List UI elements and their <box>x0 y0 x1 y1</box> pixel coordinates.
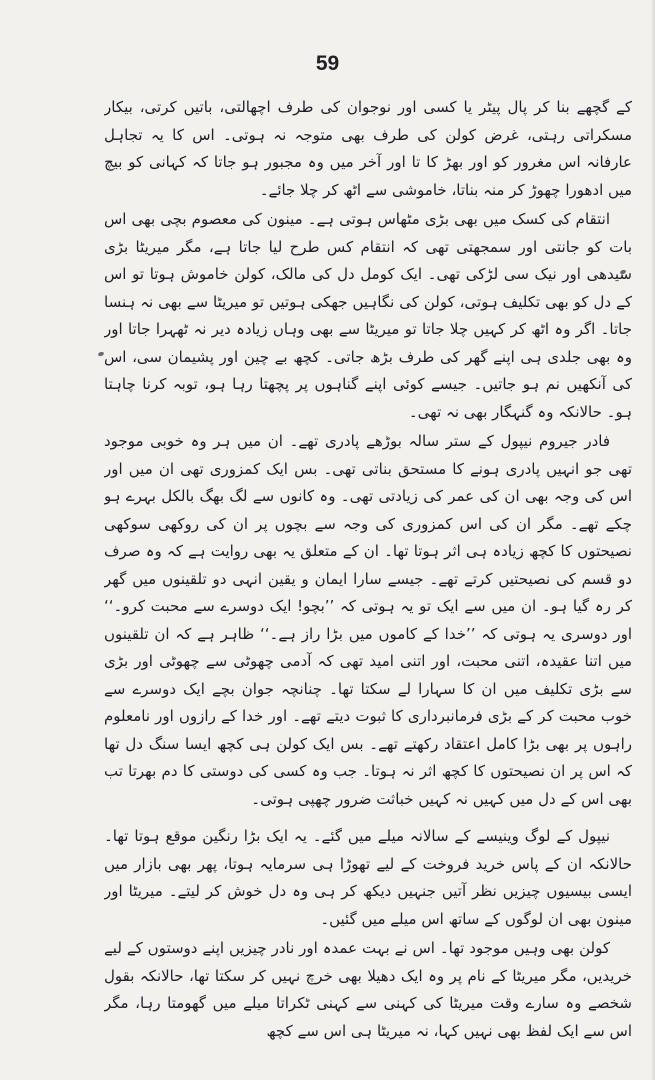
paragraph-gap <box>104 813 632 823</box>
paragraph-3: فادر جیروم نیپول کے ستر سالہ بوڑھے پادری تھے۔ ان میں ہر وہ خوبی موجود تھی جو انہیں پادری ہونے کا مستحق بناتی تھی۔ بس ایک کمزوری تھی ان میں اور اس کی وجہ بھی ان کی عمر کی زیادتی تھی۔ وہ کانوں سے لگ بھگ بالکل بہرے ہو چکے تھے۔ مگر ان کی اس کمزوری کی وجہ سے بچوں پر ان کی روکھی سوکھی نصیحتوں کا کچھ زیادہ ہی اثر ہوتا تھا۔ ان کے متعلق یہ بھی روایت ہے کہ وہ صرف دو قسم کی نصیحتیں کرتے تھے۔ جیسے سارا ایمان و یقین انہی دو تلقینوں میں گھر کر رہ گیا ہو۔ ان میں سے ایک تو یہ ہوتی کہ ’’بچو! ایک دوسرے سے محبت کرو۔‘‘ اور دوسری یہ ہوتی کہ ’’خدا کے کاموں میں بڑا راز ہے۔‘‘ ظاہر ہے کہ ان تلقینوں میں اتنا عقیدہ، اتنی محبت، اور اتنی امید تھی کہ آدمی چھوٹی سے چھوٹی اور بڑی سے بڑی تکلیف میں ان کا سہارا لے سکتا تھا۔ چنانچہ جوان بچے ایک دوسرے سے خوب محبت کر کے بڑی فرمانبرداری کا ثبوت دیتے تھے۔ اور خدا کے رازوں اور نامعلوم راہوں پر بھی بڑا کامل اعتقاد رکھتے تھے۔ بس ایک کولن ہی کچھ ایسا سنگ دل تھا کہ اس پر ان نصیحتوں کا کچھ اثر نہ ہوتا۔ جب وہ کسی کی دوستی کا دم بھرتا تب بھی اس کے دل میں کہیں نہ کہیں خباثت ضرور چھپی ہوتی۔ <box>104 432 632 808</box>
paragraph-1: کے گچھے بنا کر پال پیٹر یا کسی اور نوجوان کی طرف اچھالتی، باتیں کرتی، بیکار مسکراتی رہتی، غرض کولن کی طرف بھی متوجہ نہ ہوتی۔ اس کا یہ تجاہل عارفانہ اس مغرور کو اور بھڑ کا تا اور آخر میں وہ مجبور ہو جاتا کہ کہانی کو بیچ میں ادھورا چھوڑ کر منہ بناتا، خاموشی سے اٹھ کر چلا جائے۔ <box>104 98 632 199</box>
page-body <box>104 94 632 1064</box>
page-number: 59 <box>315 52 340 75</box>
scan-edge-shadow <box>651 0 655 1080</box>
paragraph-5: کولن بھی وہیں موجود تھا۔ اس نے بہت عمدہ اور نادر چیزیں اپنے دوستوں کے لیے خریدیں، مگر میریٹا کے نام پر وہ ایک دھیلا بھی خرچ نہیں کر سکتا تھا، حالانکہ بقول شخصے وہ سارے وقت میریٹا کی کہنی سے کہنی ٹکراتا میلے میں گھومتا رہا، مگر اس سے ایک لفظ بھی نہیں کہا، نہ میریٹا ہی اس سے کچھ <box>104 939 632 1040</box>
paragraph-4: نیپول کے لوگ وینیسے کے سالانہ میلے میں گئے۔ یہ ایک بڑا رنگین موقع ہوتا تھا۔ حالانکہ ان کے پاس خرید فروخت کے لیے تھوڑا ہی سرمایہ ہوتا، پھر بھی بازار میں ایسی بیسیوں چیزیں نظر آتیں جنہیں دیکھ کر ہی وہ دل خوش کر لیتے۔ میریٹا اور مینون بھی ان لوگوں کے ساتھ اس میلے میں گئیں۔ <box>104 827 632 928</box>
paragraph-2: انتقام کی کسک میں بھی بڑی مٹھاس ہوتی ہے۔ مینون کی معصوم بچی بھی اس بات کو جانتی اور سمجھتی تھی کہ انتقام کس طرح لیا جاتا ہے، مگر میریٹا بڑی سیدھی اور نیک سی لڑکی تھی۔ ایک کومل دل کی مالک، کولن خاموش ہوتا تو اس کے دل کو بھی تکلیف ہوتی، کولن کی نگاہیں جھکی ہوتیں تو میریٹا سے بھی نہ ہنسا جاتا۔ اگر وہ اٹھ کر کہیں چلا جاتا تو میریٹا سے بھی وہاں زیادہ دیر نہ ٹھہرا جاتا اور وہ بھی جلدی ہی اپنے گھر کی طرف بڑھ جاتی۔ کچھ بے چین اور پشیمان سی، اس کی آنکھیں نم ہو جاتیں۔ جیسے کوئی اپنے گناہوں پر پچھتا رہا ہو، توبہ کرنا چاہتا ہو۔ حالانکہ وہ گنہگار بھی نہ تھی۔ <box>104 210 632 421</box>
